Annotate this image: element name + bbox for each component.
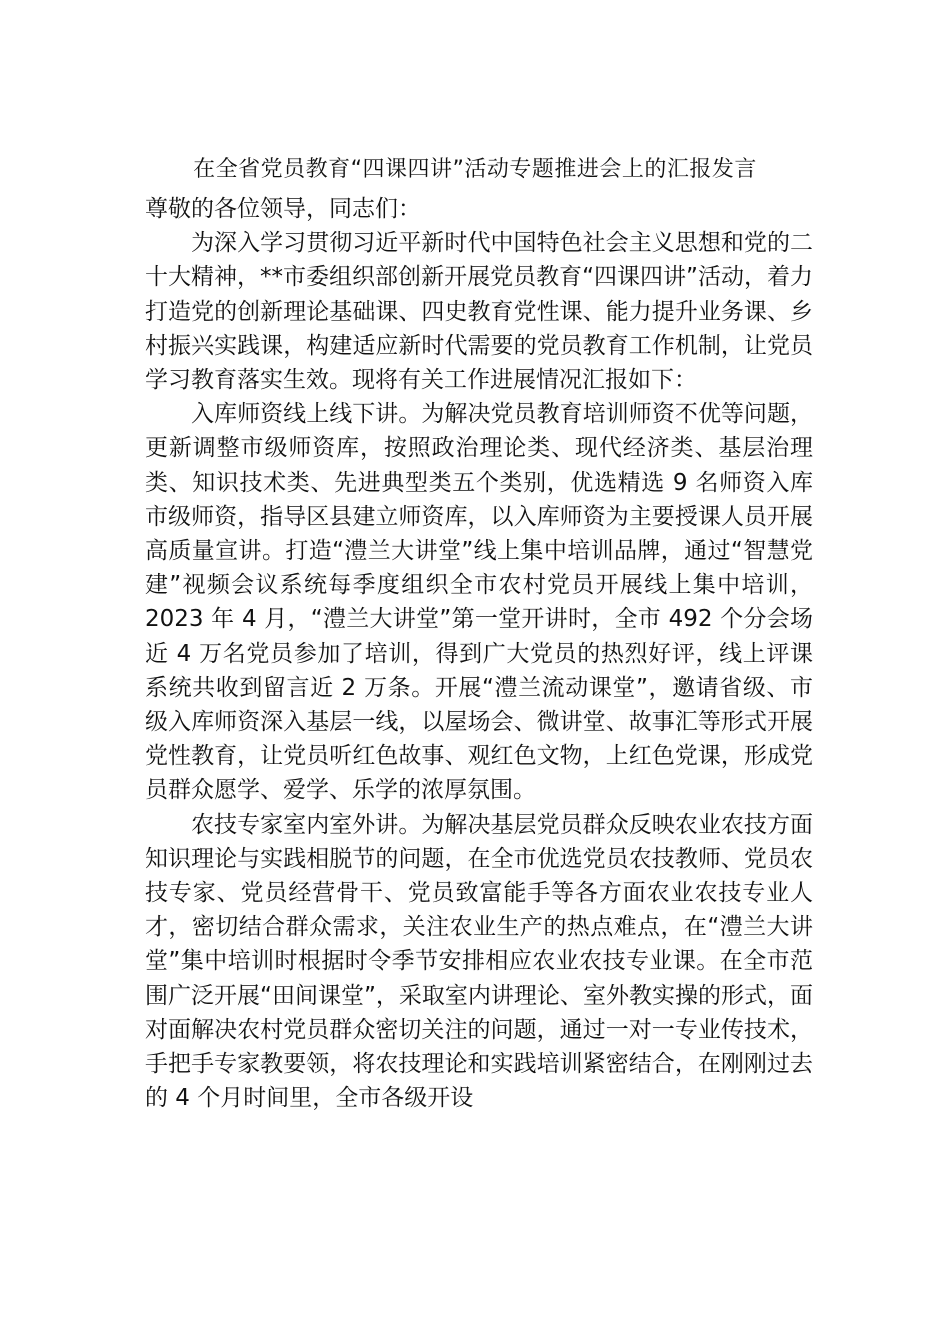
document-body [145, 192, 813, 1115]
paragraph-agri-experts: 农技专家室内室外讲。为解决基层党员群众反映农业农技方面知识理论与实践相脱节的问题，在全市优选党员农技教师、党员农技专家、党员经营骨干、党员致富能手等各方面农业农技专业人才，密切结合群众需求，关注农业生产的热点难点，在“澧兰大讲堂”集中培训时根据时令季节安排相应农业农技专业课。在全市范围广泛开展“田间课堂”，采取室内讲理论、室外教实操的形式，面对面解决农村党员群众密切关注的问题，通过一对一专业传技术，手把手专家教要领，将农技理论和实践培训紧密结合，在刚刚过去的 4 个月时间里，全市各级开设 [145, 811, 813, 1112]
paragraph-intro: 为深入学习贯彻习近平新时代中国特色社会主义思想和党的二十大精神，**市委组织部创新开展党员教育“四课四讲”活动，着力打造党的创新理论基础课、四史教育党性课、能力提升业务课、乡村振兴实践课，构建适应新时代需要的党员教育工作机制，让党员学习教育落实生效。现将有关工作进展情况汇报如下： [145, 230, 813, 394]
document-title: 在全省党员教育“四课四讲”活动专题推进会上的汇报发言 [193, 157, 757, 182]
paragraph-teachers: 入库师资线上线下讲。为解决党员教育培训师资不优等问题，更新调整市级师资库，按照政治理论类、现代经济类、基层治理类、知识技术类、先进典型类五个类别，优选精选 9 名师资入库市级师资，指导区县建立师资库，以入库师资为主要授课人员开展高质量宣讲。打造“澧兰大讲堂”线上集中培训品牌，通过“智慧党建”视频会议系统每季度组织全市农村党员开展线上集中培训，2023 年 4 月，“澧兰大讲堂”第一堂开讲时，全市 492 个分会场近 4 万名党员参加了培训，得到广大党员的热烈好评，线上评课系统共收到留言近 2 万条。开展“澧兰流动课堂”，邀请省级、市级入库师资深入基层一线，以屋场会、微讲堂、故事汇等形式开展党性教育，让党员听红色故事、观红色文物，上红色党课，形成党员群众愿学、爱学、乐学的浓厚氛围。 [145, 401, 813, 804]
salutation: 尊敬的各位领导，同志们： [145, 196, 421, 222]
